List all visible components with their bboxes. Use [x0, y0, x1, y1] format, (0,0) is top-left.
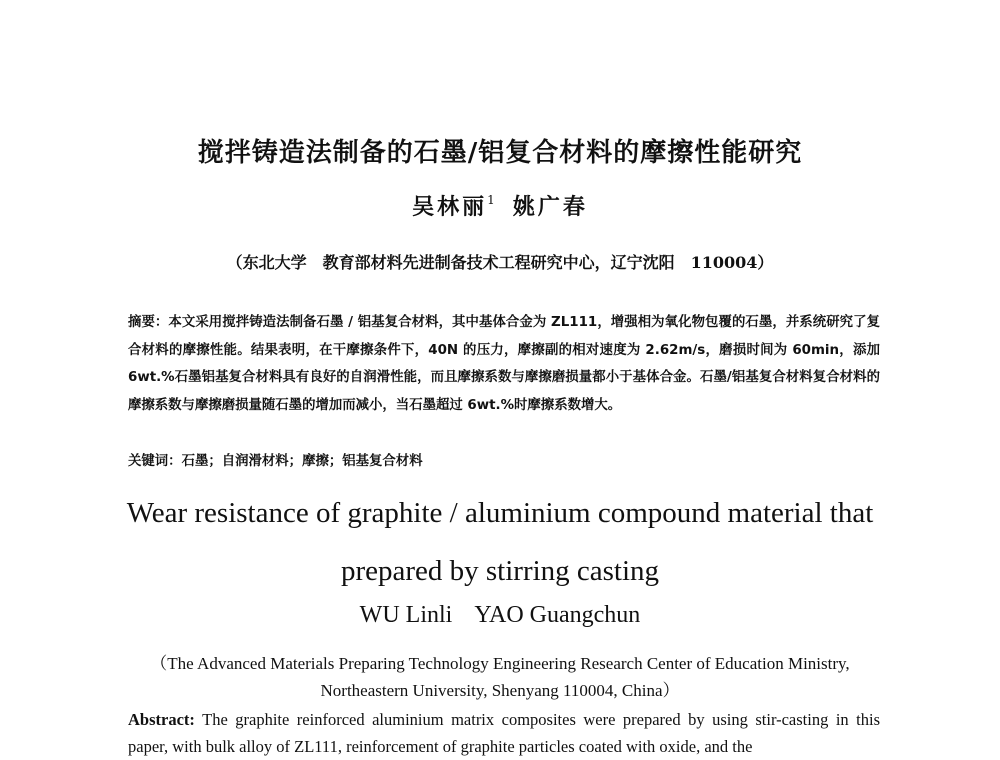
english-affiliation — [0, 650, 1000, 704]
affiliation-mark: 1 — [487, 193, 495, 207]
chinese-affiliation: （东北大学 教育部材料先进制备技术工程研究中心，辽宁沈阳 110004） — [226, 253, 774, 272]
chinese-title: 搅拌铸造法制备的石墨/铝复合材料的摩擦性能研究 — [197, 138, 803, 168]
chinese-keywords — [128, 450, 880, 469]
english-authors — [0, 602, 1000, 629]
chinese-abstract-text: 本文采用搅拌铸造法制备石墨 / 铝基复合材料，其中基体合金为 ZL111，增强相为氧化物包覆的石墨，并系统研究了复合材料的摩擦性能。结果表明，在干摩擦条件下，40N 的压力，摩擦副的相对速度为 2.62m/s，磨损时间为 60min，添加 6wt.%石墨铝基复合材料具有良好的自润滑性能，而且摩擦系数与摩擦磨损量都小于基体合金。石墨/铝基复合材料复合材料的摩擦系数与摩擦磨损量随石墨的增加而减小，当石墨超过 6wt.%时摩擦系数增大。 — [128, 315, 881, 413]
english-title-line-1: Wear resistance of graphite / aluminium compound material that — [126, 497, 874, 529]
chinese-abstract-label: 摘要： — [128, 315, 169, 330]
chinese-author-1: 吴林丽 — [412, 194, 488, 220]
chinese-author-2: 姚广春 — [512, 194, 588, 220]
english-abstract-label: Abstract: — [128, 710, 195, 729]
chinese-keywords-label: 关键词： — [128, 454, 182, 469]
english-author-1: WU Linli — [359, 602, 453, 628]
english-affiliation-line-2: Northeastern University, Shenyang 110004, China） — [320, 681, 680, 700]
english-author-2: YAO Guangchun — [474, 602, 641, 628]
chinese-authors — [0, 190, 1000, 221]
english-title — [0, 484, 1000, 600]
english-abstract-text: The graphite reinforced aluminium matrix composites were prepared by using stir-casting in this paper, with bulk alloy of ZL111, reinforcement of graphite particles coated with oxide, and the — [128, 710, 880, 756]
chinese-keywords-text: 石墨；自润滑材料；摩擦；铝基复合材料 — [181, 454, 423, 469]
english-abstract — [128, 706, 880, 760]
english-title-line-2: prepared by stirring casting — [340, 555, 660, 587]
english-affiliation-line-1: （The Advanced Materials Preparing Technology Engineering Research Center of Education Ministry, — [150, 654, 850, 673]
chinese-abstract — [128, 309, 880, 419]
